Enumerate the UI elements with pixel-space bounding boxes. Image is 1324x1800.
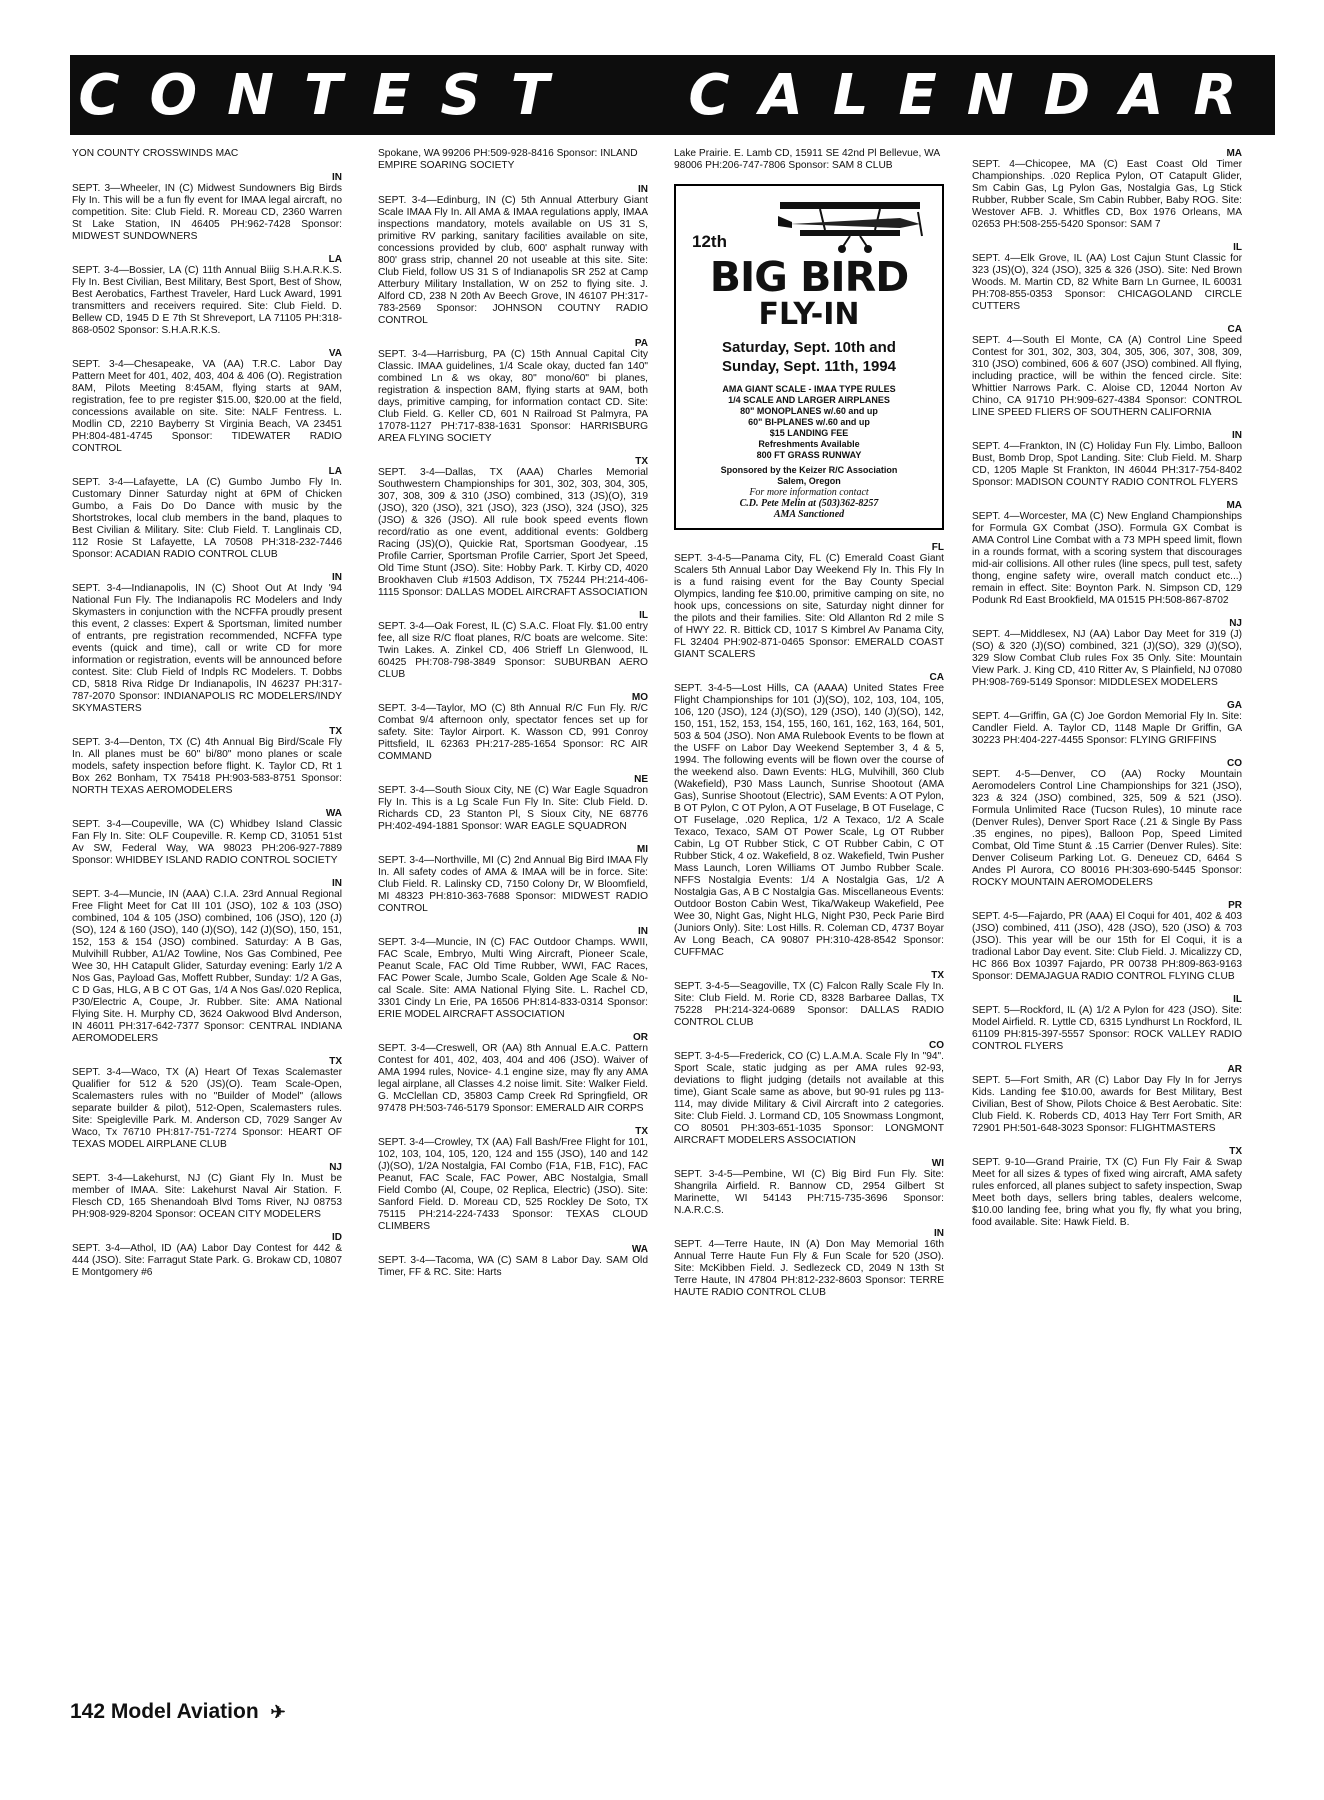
contest-details: SEPT. 3-4—Taylor, MO (C) 8th Annual R/C Fun Fly. R/C Combat 9/4 afternoon only, spectator fences set up for safety. Site: Taylor Airport. K. Wasson CD, 991 Conroy Pittsfield, IL 62363 PH:217-285-1654 Sponsor: RC AIR COMMAND <box>378 703 648 762</box>
contest-details: SEPT. 3-4—Dallas, TX (AAA) Charles Memorial Southwestern Championships for 301, 302, 303, 304, 305, 307, 308, 309 & 310 (JSO) combined, 313 (JS)(O), 319 (JSO), 320 (JSO), 321 (JSO), 323 (JSO), 324 (JSO), 325 (JSO) & 326 (JSO). All rule book speed events flown record/ratio as one event, additional events: Goldberg Racing (JS)(O), Quickie Rat, Sportsman Goodyear, .15 Profile Carrier, Sportsman Profile Carrier, Sport Jet Speed, Old Time Stunt (JSO). Site: Hobby Park. T. Kirby CD, 4020 Brookhaven Club #1503 Addison, TX 75244 PH:214-406-1115 Sponsor: DALLAS MODEL AIRCRAFT ASSOCIATION <box>378 467 648 598</box>
ad-rule: AMA GIANT SCALE - IMAA TYPE RULES <box>722 384 896 394</box>
contest-entry <box>972 1146 1242 1229</box>
contest-details: SEPT. 3-4-5—Pembine, WI (C) Big Bird Fun Fly. Site: Shangrila Airfield. R. Bannow CD, 2954 Gilbert St Marinette, WI 54143 PH:715-735-3696 Sponsor: N.A.R.C.S. <box>674 1169 944 1216</box>
contest-entry <box>972 430 1242 489</box>
contest-entry <box>674 1158 944 1217</box>
state-code: NJ <box>329 1162 342 1173</box>
contest-details: SEPT. 3-4—Muncie, IN (AAA) C.I.A. 23rd Annual Regional Free Flight Meet for Cat III 101 (JSO), 102 & 103 (JSO) combined, 104 & 105 (JSO) combined, 106 (JSO), 120 (J)(SO), 124 & 160 (JSO), 140 (J)(SO), 142 (J)(SO), 150, 151, 152, 153 & 154 (JSO) combined. Saturday: A B Gas, Mulvihill Rubber, A1/A2 Towline, Nos Gas Combined, Pee Wee 30, HH Catapult Glider, Saturday evening: Early 1/2 A Nos Gas, Payload Gas, Moffett Rubber, Sunday: 1/2 A Gas, C D Gas, HLG, A B C OT Gas, 1/4 A Nos Gas/.020 Replica, P30/Electric A, Coupe, Jr. Rubber. Site: AMA National Flying Site. H. Murphy CD, 3624 Oakwood Blvd Anderson, IN 46011 PH:317-642-7377 Sponsor: CENTRAL INDIANA AEROMODELERS <box>72 889 342 1044</box>
contest-entry <box>72 348 342 455</box>
state-code: IN <box>638 926 648 937</box>
column-lead-text: YON COUNTY CROSSWINDS MAC <box>72 148 239 159</box>
ad-contact-intro: For more information contact <box>749 487 869 498</box>
ad-rule: 800 FT GRASS RUNWAY <box>756 450 862 460</box>
state-code: PA <box>634 338 648 349</box>
column-2 <box>378 148 648 1688</box>
contest-details: SEPT. 9-10—Grand Prairie, TX (C) Fun Fly Fair & Swap Meet for all sizes & types of fixed wing aircraft, AMA safety rules enforced, all planes subject to safety inspection, Swap Meet both days, sellers bring tables, dealers welcome, $10.00 landing fee, bring what you fly, fly what you bring, food available. Site: Hawk Field. B. <box>972 1157 1242 1228</box>
contest-entry <box>972 994 1242 1053</box>
column-2-entries <box>378 184 648 1279</box>
contest-entry <box>674 1040 944 1147</box>
contest-entry <box>972 700 1242 747</box>
ad-rule: 60" BI-PLANES w/.60 and up <box>748 417 870 427</box>
contest-entry <box>378 184 648 327</box>
contest-details: SEPT. 3-4—Tacoma, WA (C) SAM 8 Labor Day. SAM Old Timer, FF & RC. Site: Harts <box>378 1255 648 1278</box>
contest-entry <box>378 610 648 681</box>
contest-details: SEPT. 3-4—Harrisburg, PA (C) 15th Annual Capital City Classic. IMAA guidelines, 1/4 Scale okay, ducted fan 140" combined Ln & ws okay, 80" mono/60" bi planes, registration & inspection 8AM, flying starts at 9AM, both days, primitive camping, for information contact CD. Site: Club Field. G. Keller CD, 601 N Railroad St Palmyra, PA 17078-1127 PH:717-838-1631 Sponsor: HARRISBURG AREA FLYING SOCIETY <box>378 349 648 444</box>
contest-details: SEPT. 4—Elk Grove, IL (AA) Lost Cajun Stunt Classic for 323 (JS)(O), 324 (JSO), 325 & 326 (JSO). Site: Ned Brown Woods. M. Martin CD, 82 White Barn Ln Gurnee, IL 60031 PH:708-855-0353 Sponsor: CHICAGOLAND CIRCLE CUTTERS <box>972 253 1242 312</box>
contest-details: SEPT. 3-4—Edinburg, IN (C) 5th Annual Atterbury Giant Scale IMAA Fly In. All AMA & IMAA regulations apply, IMAA inspections mandatory, motels available on US 31 S, primitive RV parking, sanitary facilities available on site, concessions provided by club, 600' asphalt runway with 800' grass strip, channel 20 not useable at this site. Site: Club Field, follow US 31 S of Indianapolis SR 252 at Camp Atterbury Military Installation, W on 252 to flying site. J. Alford CD, 238 N 20th Av Beech Grove, IN 46107 PH:317-783-2569 Sponsor: JOHNSON COUTNY RADIO CONTROL <box>378 195 648 326</box>
contest-entry <box>972 242 1242 313</box>
contest-entry <box>674 1228 944 1299</box>
state-code: IL <box>1233 242 1242 253</box>
contest-entry <box>72 172 342 243</box>
state-code: IN <box>934 1228 944 1239</box>
contest-entry <box>72 1056 342 1151</box>
state-code: MA <box>1226 500 1242 511</box>
state-code: TX <box>635 1126 648 1137</box>
contest-details: SEPT. 3-4—Lafayette, LA (C) Gumbo Jumbo Fly In. Customary Dinner Saturday night at 6PM of Chicken Gumbo, a Fais Do Do Dance with music by the Shortstrokes, local club members in the band, plaques to Best Civilian & Military. Site: Club Field. T. Langlinais CD, 112 Rosie St Lafayette, LA 70508 PH:318-232-7446 Sponsor: ACADIAN RADIO CONTROL CLUB <box>72 477 342 560</box>
state-code: NE <box>634 774 648 785</box>
contest-details: SEPT. 3—Wheeler, IN (C) Midwest Sundowners Big Birds Fly In. This will be a fun fly event for IMAA legal aircraft, no competition. Site: Club Field. R. Moreau CD, 2360 Warren St Lake Station, IN 46405 PH:962-7428 Sponsor: MIDWEST SUNDOWNERS <box>72 183 342 242</box>
contest-details: SEPT. 3-4—Indianapolis, IN (C) Shoot Out At Indy '94 National Fun Fly. The Indianapolis RC Modelers and Indy Skymasters in conjunction with the NCFFA proudly present this event, 2 classes: Expert & Sportsman, limited number of entrants, pre registration recommended, NCFFA type events (quick and time), call or write CD for more information or registration, events will be announced before contest. Site: Club Field of Indpls RC Modelers. T. Dobbs CD, 5818 Riva Ridge Dr Indianapolis, IN 46237 PH:317-787-2070 Sponsor: INDIANAPOLIS RC MODELERS/INDY SKYMASTERS <box>72 583 342 714</box>
contest-details: SEPT. 3-4—Waco, TX (A) Heart Of Texas Scalemaster Qualifier for 512 & 520 (JS)(O). Team Scale-Open, Scalemasters rules with no "Builder of Model" (allows separate builder & pilot), 512-Open, Scalemasters rules. Site: Speigleville Park. M. Anderson CD, 7029 Sanger Av Waco, Tx 76710 PH:817-751-7274 Sponsor: HEART OF TEXAS MODEL AIRPLANE CLUB <box>72 1067 342 1150</box>
state-code: IN <box>1232 430 1242 441</box>
contest-entry <box>674 542 944 661</box>
state-code: TX <box>931 970 944 981</box>
ad-contact-cd: C.D. Pete Melin at (503)362-8257 <box>739 498 879 509</box>
state-code: WI <box>931 1158 944 1169</box>
ad-title-big-bird: BIG BIRD <box>709 253 909 301</box>
column-3 <box>674 148 944 1688</box>
contest-details: SEPT. 3-4—Lakehurst, NJ (C) Giant Fly In. Must be member of IMAA. Site: Lakehurst Naval Air Station. F. Flesch CD, 165 Shenandoah Blvd Toms River, NJ 08753 PH:908-929-8204 Sponsor: OCEAN CITY MODELERS <box>72 1173 342 1220</box>
state-code: LA <box>328 254 342 265</box>
contest-details: SEPT. 5—Rockford, IL (A) 1/2 A Pylon for 423 (JSO). Site: Model Airfield. R. Lyttle CD, 6315 Lyndhurst Ln Rockford, IL 61109 PH:815-397-5557 Sponsor: ROCK VALLEY RADIO CONTROL FLYERS <box>972 1005 1242 1052</box>
state-code: CA <box>1227 324 1242 335</box>
state-code: PR <box>1228 900 1242 911</box>
column-lead-text: Lake Prairie. E. Lamb CD, 15911 SE 42nd Pl Bellevue, WA 98006 PH:206-747-7806 Sponsor: SAM 8 CLUB <box>674 148 940 171</box>
state-code: OR <box>633 1032 648 1043</box>
contest-entry <box>72 466 342 561</box>
ad-rule: Refreshments Available <box>758 439 860 449</box>
contest-details: SEPT. 3-4—Northville, MI (C) 2nd Annual Big Bird IMAA Fly In. All safety codes of AMA & IMAA will be in force. Site: Club Field. R. Lalinsky CD, 7150 Colony Dr, W Bloomfield, MI 48323 PH:810-363-7688 Sponsor: MIDWEST RADIO CONTROL <box>378 855 648 914</box>
contest-entry <box>72 808 342 867</box>
contest-details: SEPT. 3-4—Denton, TX (C) 4th Annual Big Bird/Scale Fly In. All planes must be 60" bi/80" mono planes or scale models, safety inspection before flight. K. Taylor CD, Rt 1 Box 262 Bonham, TX 75418 PH:903-583-8751 Sponsor: NORTH TEXAS AEROMODELERS <box>72 737 342 796</box>
ad-edition: 12th <box>692 232 727 251</box>
ad-header <box>684 194 934 256</box>
contest-details: SEPT. 3-4—Athol, ID (AA) Labor Day Contest for 442 & 444 (JSO). Site: Farragut State Park. G. Brokaw CD, 10807 E Montgomery #6 <box>72 1243 342 1278</box>
page-footer <box>70 1700 286 1724</box>
contest-entry <box>378 1126 648 1233</box>
airplane-icon: ✈ <box>270 1702 286 1722</box>
column-4 <box>972 148 1242 1688</box>
ad-rule: 80" MONOPLANES w/.60 and up <box>740 406 878 416</box>
contest-entry <box>72 572 342 715</box>
state-code: WA <box>325 808 342 819</box>
contest-entry <box>972 758 1242 889</box>
contest-details: SEPT. 3-4—Crowley, TX (AA) Fall Bash/Free Flight for 101, 102, 103, 104, 105, 120, 124 and 155 (JSO), 140 and 142 (J)(SO), 1/2A Nostalgia, FAI Combo (F1A, F1B, F1C), FAC Peanut, FAC Scale, FAC Power, ABC Nostalgia, Small Field Combo (Al, Coupe, 02 Replica, Electric) (JSO). Site: Sanford Field. D. Moreau CD, 525 Rockley De Soto, TX 75115 PH:214-224-7433 Sponsor: TEXAS CLOUD CLIMBERS <box>378 1137 648 1232</box>
contest-entry <box>72 726 342 797</box>
big-bird-fly-in-ad <box>674 184 944 530</box>
state-code: GA <box>1227 700 1242 711</box>
state-code: IN <box>332 878 342 889</box>
state-code: IN <box>638 184 648 195</box>
contest-details: SEPT. 5—Fort Smith, AR (C) Labor Day Fly In for Jerrys Kids. Landing fee $10.00, awards for Best Military, Best Civilian, Best of Show, Pilots Choice & Best Aerobatic. Site: Club Field. K. Roberds CD, 4013 Hay Terr Fort Smith, AR 72901 PH:501-648-3023 Sponsor: FLIGHTMASTERS <box>972 1075 1242 1134</box>
column-3-entries <box>674 542 944 1299</box>
contest-entry <box>972 900 1242 983</box>
contest-details: SEPT. 3-4-5—Panama City, FL (C) Emerald Coast Giant Scalers 5th Annual Labor Day Weekend Fly In. This Fly In is a fund raising event for the Bay County Special Olympics, landing fee $10.00, primitive camping on site, no hook ups, concessions on site, Saturday night dinner for the pilots and their families. Site: Old Allanton Rd 2 mile S of HWY 22. R. Bittick CD, 1017 S Kimbrel Av Panama City, FL 32404 PH:902-871-0465 Sponsor: EMERALD COAST GIANT SCALERS <box>674 553 944 660</box>
ad-sponsor: Sponsored by the Keizer R/C Association <box>720 465 898 475</box>
contest-entry <box>972 324 1242 419</box>
contest-entry <box>72 878 342 1045</box>
contest-details: SEPT. 3-4—Coupeville, WA (C) Whidbey Island Classic Fan Fly In. Site: OLF Coupeville. R. Kemp CD, 31051 51st Av SW, Federal Way, WA 98023 PH:206-927-7889 Sponsor: WHIDBEY ISLAND RADIO CONTROL SOCIETY <box>72 819 342 866</box>
contest-entry <box>972 500 1242 607</box>
state-code: CO <box>1227 758 1242 769</box>
contest-details: SEPT. 3-4—Oak Forest, IL (C) S.A.C. Float Fly. $1.00 entry fee, all size R/C float planes, R/C boats are welcome. Site: Twin Lakes. A. Zinkel CD, 406 Strieff Ln Glenwood, IL 60425 PH:708-798-3849 Sponsor: SUBURBAN AERO CLUB <box>378 621 648 680</box>
contest-details: SEPT. 4—Griffin, GA (C) Joe Gordon Memorial Fly In. Site: Candler Field. A. Taylor CD, 1148 Maple Dr Griffin, GA 30223 PH:404-227-4455 Sponsor: FLYING GRIFFINS <box>972 711 1242 746</box>
contest-entry <box>72 1232 342 1279</box>
state-code: IL <box>1233 994 1242 1005</box>
contest-entry <box>378 926 648 1021</box>
contest-entry <box>378 1032 648 1115</box>
contest-details: SEPT. 3-4—Bossier, LA (C) 11th Annual Biiig S.H.A.R.K.S. Fly In. Best Civilian, Best Military, Best Sport, Best of Show, Best Aerobatics, Farthest Traveler, Hard Luck Award, 1991 transmitters and receivers required. Site: Club Field. D. Bellew CD, 1945 D E 7th St Shreveport, LA 71105 PH:318-868-0502 Sponsor: S.H.A.R.K.S. <box>72 265 342 336</box>
contest-details: SEPT. 4—Terre Haute, IN (A) Don May Memorial 16th Annual Terre Haute Fun Fly & Fun Scale for 520 (JSO). Site: McKibben Field. J. Sedlezeck CD, 2049 N 13th St Terre Haute, IN 47804 PH:812-232-8603 Sponsor: TERRE HAUTE RADIO CONTROL CLUB <box>674 1239 944 1298</box>
ad-date-line-2: Sunday, Sept. 11th, 1994 <box>722 358 896 375</box>
contest-entry <box>378 844 648 915</box>
contest-details: SEPT. 3-4-5—Seagoville, TX (C) Falcon Rally Scale Fly In. Site: Club Field. M. Rorie CD, 8328 Barbaree Dallas, TX 75228 PH:214-324-0689 Sponsor: DALLAS RADIO CONTROL CLUB <box>674 981 944 1028</box>
contest-details: SEPT. 4—Frankton, IN (C) Holiday Fun Fly. Limbo, Balloon Bust, Bomb Drop, Spot Landing. Site: Club Field. M. Sharp CD, 1205 Maple St Frankton, IN 46044 PH:317-754-8402 Sponsor: MADISON COUNTY RADIO CONTROL FLYERS <box>972 441 1242 488</box>
contest-entry <box>378 774 648 833</box>
ad-rule: 1/4 SCALE AND LARGER AIRPLANES <box>728 395 890 405</box>
state-code: AR <box>1227 1064 1242 1075</box>
column-1 <box>72 148 342 1688</box>
state-code: MI <box>636 844 648 855</box>
contest-details: SEPT. 3-4-5—Frederick, CO (C) L.A.M.A. Scale Fly In "94". Sport Scale, static judging as per AMA rules 92-93, deviations to flight judging (details not available at this time), Giant Scale same as above, but 90-91 rules pg 113-114, may divide Military & Civil Aircraft into 2 categories. Site: Club Field. J. Lormand CD, 105 Snowmass Longmont, CO 80501 PH:303-651-1035 Sponsor: LONGMONT AIRCRAFT MODELERS ASSOCIATION <box>674 1051 944 1146</box>
ad-date-line-1: Saturday, Sept. 10th and <box>722 339 896 356</box>
column-lead-text: Spokane, WA 99206 PH:509-928-8416 Sponsor: INLAND EMPIRE SOARING SOCIETY <box>378 148 638 171</box>
contest-details: SEPT. 4—Chicopee, MA (C) East Coast Old Timer Championships. .020 Replica Pylon, OT Catapult Glider, Sm Cabin Gas, Lg Pylon Gas, Nostalgia Gas, Lg Stick Rubber, Rubber Scale, Sm Cabin Rubber, Baby ROG. Site: Westover AFB. J. Whitfles CD, Box 1976 Orleans, MA 02653 PH:508-255-5420 Sponsor: SAM 7 <box>972 159 1242 230</box>
contest-details: SEPT. 4—Middlesex, NJ (AA) Labor Day Meet for 319 (J)(SO) & 320 (J)(SO) combined, 321 (J)(SO), 329 (J)(SO), 329 Slow Combat Club rules Fox 35 Only. Site: Mountain View Park. J. King CD, 410 Ritter Av, S Plainfield, NJ 07080 PH:908-769-5149 Sponsor: MIDDLESEX MODELERS <box>972 629 1242 688</box>
ad-rule: $15 LANDING FEE <box>769 428 849 438</box>
contest-entry <box>378 692 648 763</box>
contest-entry <box>972 148 1242 231</box>
contest-entry <box>72 254 342 337</box>
contest-details: SEPT. 4-5—Fajardo, PR (AAA) El Coqui for 401, 402 & 403 (JSO) combined, 411 (JSO), 428 (JSO), 520 (JSO) & 703 (JSO). This year will be our 15th for El Coqui, it is a tradional Labor Day event. Site: Club Field. J. Micalizzy CD, HC 866 Box 10397 Fajardo, PR 00738 PH:809-863-9163 Sponsor: DEMAJAGUA RADIO CONTROL FLYING CLUB <box>972 911 1242 982</box>
state-code: MA <box>1226 148 1242 159</box>
state-code: ID <box>332 1232 342 1243</box>
contest-entry <box>972 1064 1242 1135</box>
state-code: VA <box>328 348 342 359</box>
state-code: TX <box>1229 1146 1242 1157</box>
biplane-illustration <box>770 196 930 254</box>
state-code: WA <box>631 1244 648 1255</box>
state-code: TX <box>635 456 648 467</box>
state-code: IN <box>332 572 342 583</box>
contest-entry <box>674 970 944 1029</box>
contest-entry <box>72 1162 342 1221</box>
contest-details: SEPT. 4—Worcester, MA (C) New England Championships for Formula GX Combat (JSO). Formula GX Combat is AMA Control Line Combat with a 73 MPH speed limit, flown in a rounds format, with a scoring system that discourages mid-air collisions. All other rules (line specs, pull test, safety thong, engine safety wire, overall match conduct etc...) remain in effect. Site: Boynton Park. N. Simpson CD, 129 Podunk Rd East Brookfield, MA 01515 PH:508-867-8702 <box>972 511 1242 606</box>
ad-title-fly-in: FLY-IN <box>758 297 860 332</box>
contest-details: SEPT. 3-4—Chesapeake, VA (AA) T.R.C. Labor Day Pattern Meet for 401, 402, 403, 404 & 406 (O). Registration 8AM, Pilots Meeting 8:45AM, flying starts at 9AM, registration, fee to pre register $15.00, $20.00 at the field, concessions available on site. Site: NALF Fentress. L. Modlin CD, 2210 Bayberry St Virginia Beach, VA 23451 PH:804-481-4745 Sponsor: TIDEWATER RADIO CONTROL <box>72 359 342 454</box>
state-code: FL <box>931 542 944 553</box>
page-number: 142 <box>70 1700 106 1723</box>
ad-sanction: AMA Sanctioned <box>773 509 845 520</box>
state-code: NJ <box>1229 618 1242 629</box>
state-code: IL <box>639 610 648 621</box>
contest-entry <box>378 1244 648 1279</box>
state-code: IN <box>332 172 342 183</box>
contest-details: SEPT. 3-4—Creswell, OR (AA) 8th Annual E.A.C. Pattern Contest for 401, 402, 403, 404 and 406 (JSO). Waiver of AMA 1994 rules, Novice- 4.1 engine size, may fly any AMA legal airplane, all Classes 4.2 noise limit. Site: Walker Field. G. McClellan CD, 35803 Camp Creek Rd Springfield, OR 97478 PH:503-746-5179 Sponsor: EMERALD AIR CORPS <box>378 1043 648 1114</box>
contest-details: SEPT. 4—South El Monte, CA (A) Control Line Speed Contest for 301, 302, 303, 304, 305, 306, 307, 308, 309, 310 (JSO) combined, 606 & 607 (JSO) combined. All flying, including practice, will be within the fenced circle. Site: Whittier Narrows Park. C. Aloise CD, 12044 Norton Av Chino, CA 91710 PH:909-627-4384 Sponsor: CONTROL LINE SPEED FLIERS OF SOUTHERN CALIFORNIA <box>972 335 1242 418</box>
contest-details: SEPT. 3-4—Muncie, IN (C) FAC Outdoor Champs. WWII, FAC Scale, Embryo, Multi Wing Aircraft, Pioneer Scale, Peanut Scale, FAC Old Time Rubber, WWI, FAC Races, FAC Power Scale, Jumbo Scale, Golden Age Scale & No-cal Scale. Site: AMA National Flying Site. L. Rachel CD, 3301 Cindy Ln Erie, PA 16506 PH:814-833-0314 Sponsor: ERIE MODEL AIRCRAFT ASSOCIATION <box>378 937 648 1020</box>
contest-entry <box>378 456 648 599</box>
banner-title: CONTEST CALENDAR <box>78 62 1267 128</box>
state-code: TX <box>329 726 342 737</box>
ad-sponsor-location: Salem, Oregon <box>777 476 841 486</box>
state-code: CA <box>929 672 944 683</box>
state-code: CO <box>929 1040 944 1051</box>
state-code: LA <box>328 466 342 477</box>
contest-entry <box>972 618 1242 689</box>
contest-details: SEPT. 3-4—South Sioux City, NE (C) War Eagle Squadron Fly In. This is a Lg Scale Fun Fly In. Site: Club Field. D. Richards CD, 23 Stanton Pl, S Sioux City, NE 68776 PH:402-494-1881 Sponsor: WAR EAGLE SQUADRON <box>378 785 648 832</box>
state-code: MO <box>631 692 648 703</box>
column-1-entries <box>72 172 342 1279</box>
magazine-name: Model Aviation <box>110 1700 259 1723</box>
contest-entry <box>674 672 944 959</box>
contest-details: SEPT. 3-4-5—Lost Hills, CA (AAAA) United States Free Flight Championships for 101 (J)(SO), 102, 103, 104, 105, 106, 120 (JSO), 124 (J)(SO), 129 (JSO), 140 (J)(SO), 142, 150, 151, 152, 153, 154, 155, 160, 161, 162, 163, 164, 501, 503 & 504 (JSO). Non AMA Rulebook Events to be flown at the USFF on Labor Day Weekend September 3, 4 & 5, 1994. The following events will be flown over the course of the weekend also. Dawn Events: HLG, Mulvihill, 360 Club (Wakefield), P30 Mass Launch, Sunrise Shootout (AMA Gas), Sunrise Shootout (Electric), SAM Events: A OT Pylon, B OT Pylon, C OT Pylon, A OT Fuselage, B OT Fuselage, C OT Fuselage, .020 Replica, 1/2 A Texaco, 1/2 A Scale Texaco, Texaco, SAM OT Power Scale, Lg OT Rubber Cabin, Lg OT Rubber Stick, C OT Rubber Cabin, C OT Rubber Stick, 4 oz. Wakefield, 8 oz. Wakefield, Twin Pusher Mass Launch, Loren Williams OT Jumbo Rubber Scale. NFFS Nostalgia Events: 1/4 A Nostalgia Gas, 1/2 A Nostalgia Gas, A B C Nostalgia Gas. Miscellaneous Events: Outdoor Boston Cabin West, Tika/Wakeup Wakefield, Pee Wee 30, Night Gas, Night HLG, Night P30, Peck Parie Bird (Juniors Only). Site: Lost Hills. R. Coleman CD, 4737 Boyar Av Long Beach, CA 90807 PH:310-428-8542 Sponsor: CUFFMAC <box>674 683 944 958</box>
contest-calendar-banner <box>70 55 1275 135</box>
state-code: TX <box>329 1056 342 1067</box>
contest-entry <box>378 338 648 445</box>
contest-details: SEPT. 4-5—Denver, CO (AA) Rocky Mountain Aeromodelers Control Line Championships for 321 (JSO), 323 & 324 (JSO) combined, 325, 509 & 521 (JSO). Formula Unlimited Race (Tucson Rules), 10 minute race (Denver Rules), Denver Sport Race (.21 & Single By Pass .35 engines, no pipes), Balloon Pop, Speed Limited Combat, Old Time Stunt & .15 Carrier (Denver Rules). Site: Denver Coliseum Parking Lot. G. Deneuez CD, 6464 S Andes Pl Aurora, CO 80016 PH:303-690-5445 Sponsor: ROCKY MOUNTAIN AEROMODELERS <box>972 769 1242 888</box>
column-4-entries <box>972 148 1242 1229</box>
